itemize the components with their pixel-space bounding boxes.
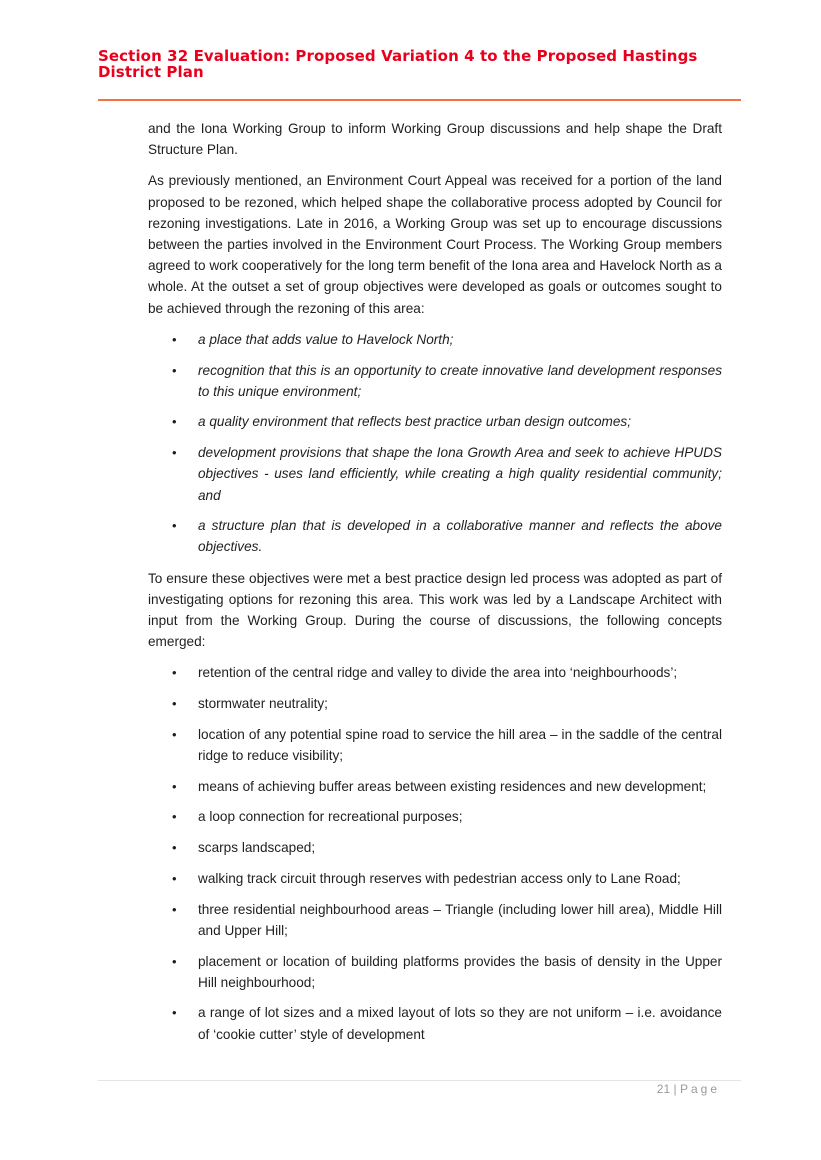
concepts-list [148, 662, 722, 1044]
footer-divider [98, 1080, 741, 1081]
list-item: • a place that adds value to Havelock North; [148, 329, 722, 350]
objectives-list [148, 329, 722, 558]
list-item: • retention of the central ridge and valley to divide the area into ‘neighbourhoods’; [148, 662, 722, 683]
bullet-icon: • [172, 518, 177, 534]
paragraph-intro-continuation: and the Iona Working Group to inform Working Group discussions and help shape the Draft Structure Plan. [148, 121, 722, 158]
list-item: • location of any potential spine road to service the hill area – in the saddle of the central ridge to reduce visibility; [148, 724, 722, 766]
list-item: • a structure plan that is developed in a collaborative manner and reflects the above objectives. [148, 515, 722, 557]
bullet-icon: • [172, 809, 177, 825]
bullet-icon: • [172, 840, 177, 856]
bullet-icon: • [172, 362, 177, 378]
bullet-icon: • [172, 870, 177, 886]
paragraph-design-process: To ensure these objectives were met a best practice design led process was adopted as part of investigating options for rezoning this area. This work was led by a Landscape Architect with input from the Working Group. During the course of discussions, the following concepts emerged: [148, 570, 722, 650]
document-body [148, 118, 722, 1055]
page-number-value: 21 [656, 1082, 671, 1096]
page-separator: | [673, 1082, 677, 1096]
document-title: Section 32 Evaluation: Proposed Variation 4 to the Proposed Hastings District Plan [98, 47, 698, 81]
bullet-icon: • [172, 1005, 177, 1021]
list-item: • three residential neighbourhood areas – Triangle (including lower hill area), Middle Hill and Upper Hill; [148, 899, 722, 941]
paragraph-environment-court: As previously mentioned, an Environment Court Appeal was received for a portion of the land proposed to be rezoned, which helped shape the collaborative process adopted by Council for rezoning investigations. Late in 2016, a Working Group was set up to encourage discussions between the parties involved in the Environment Court Process. The Working Group members agreed to work cooperatively for the long term benefit of the Iona area and Havelock North as a whole. At the outset a set of group objectives were developed as goals or outcomes sought to be achieved through the rezoning of this area: [148, 173, 722, 316]
header-divider [98, 99, 741, 101]
bullet-icon: • [172, 778, 177, 794]
bullet-icon: • [172, 726, 177, 742]
list-item: • scarps landscaped; [148, 837, 722, 858]
list-item: • means of achieving buffer areas between existing residences and new development; [148, 776, 722, 797]
page-number [640, 1082, 720, 1096]
list-item: • recognition that this is an opportunity to create innovative land development responses to this unique environment; [148, 360, 722, 402]
list-item: • development provisions that shape the Iona Growth Area and seek to achieve HPUDS objectives - uses land efficiently, while creating a high quality residential community; and [148, 442, 722, 506]
list-item: • walking track circuit through reserves with pedestrian access only to Lane Road; [148, 868, 722, 889]
bullet-icon: • [172, 696, 177, 712]
bullet-icon: • [172, 901, 177, 917]
bullet-icon: • [172, 445, 177, 461]
bullet-icon: • [172, 665, 177, 681]
list-item: • placement or location of building platforms provides the basis of density in the Upper Hill neighbourhood; [148, 951, 722, 993]
bullet-icon: • [172, 414, 177, 430]
page-label: Page [679, 1082, 720, 1096]
list-item: • a loop connection for recreational purposes; [148, 806, 722, 827]
list-item: • a quality environment that reflects best practice urban design outcomes; [148, 411, 722, 432]
list-item: • stormwater neutrality; [148, 693, 722, 714]
list-item: • a range of lot sizes and a mixed layout of lots so they are not uniform – i.e. avoidance of ‘cookie cutter’ style of development [148, 1002, 722, 1044]
bullet-icon: • [172, 953, 177, 969]
page-header [98, 48, 738, 80]
bullet-icon: • [172, 331, 177, 347]
